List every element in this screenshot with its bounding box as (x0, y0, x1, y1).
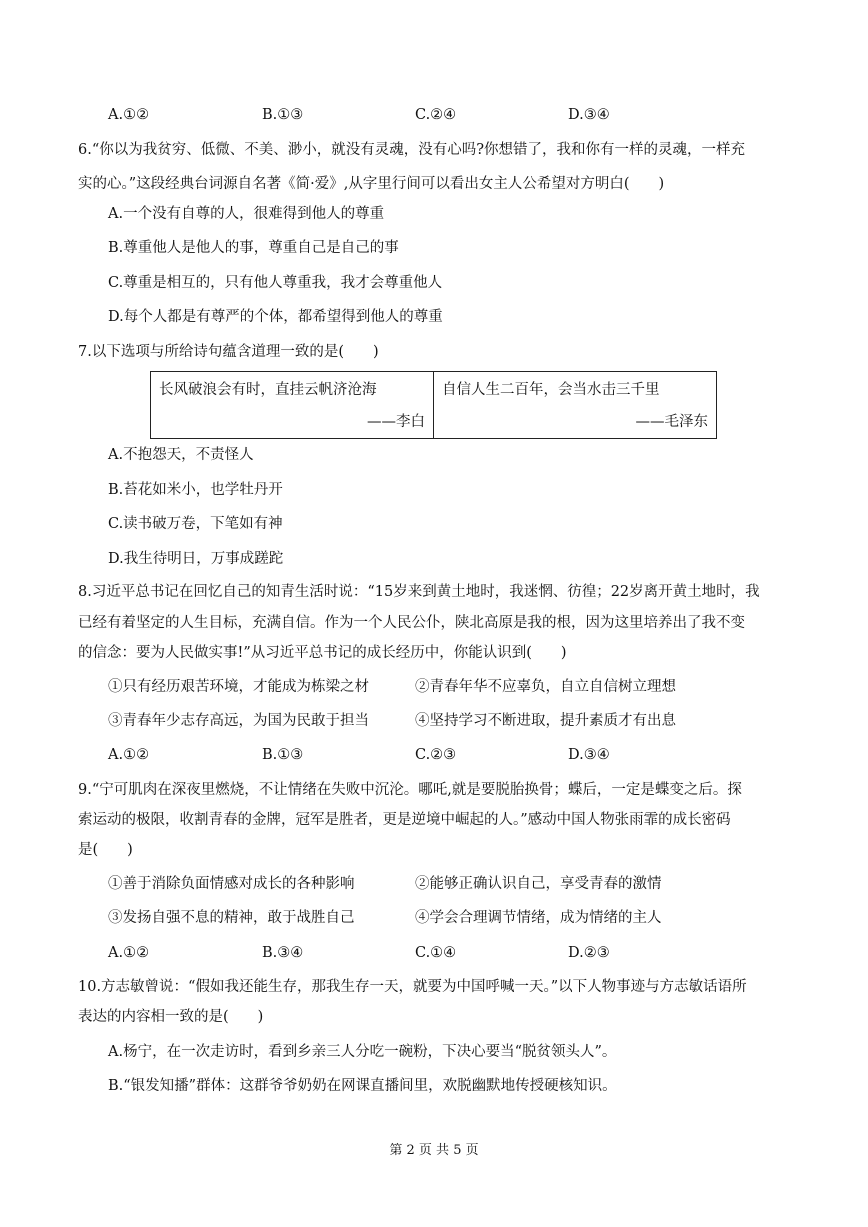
poem-left-text: 长风破浪会有时，直挂云帆济沧海 (159, 382, 377, 398)
q7-option-b: B.苔花如米小，也学牡丹开 (108, 482, 283, 498)
q8-option-b: B.①③ (262, 747, 304, 763)
q9-stem-line1: 9.“宁可肌肉在深夜里燃烧，不让情绪在失败中沉沦。哪吒,就是要脱胎换骨；蝶后，一定是蝶变之后。探 (78, 782, 742, 798)
poem-right-author: ——毛泽东 (635, 414, 708, 430)
q8-option-c: C.②③ (415, 747, 457, 763)
poem-cell-left (151, 372, 434, 439)
q9-statement-4: ④学会合理调节情绪，成为情绪的主人 (415, 910, 662, 926)
q7-option-c: C.读书破万卷，下笔如有神 (108, 516, 283, 532)
q9-statement-1: ①善于消除负面情感对成长的各种影响 (108, 876, 355, 892)
q10-option-a: A.杨宁，在一次走访时，看到乡亲三人分吃一碗粉，下决心要当“脱贫领头人”。 (108, 1044, 617, 1060)
q7-option-d: D.我生待明日，万事成蹉跎 (108, 551, 284, 567)
q10-option-b: B.“银发知播”群体：这群爷爷奶奶在网课直播间里，欢脱幽默地传授硬核知识。 (108, 1078, 617, 1094)
q9-option-c: C.①④ (415, 945, 457, 961)
q9-statement-2: ②能够正确认识自己，享受青春的激情 (415, 876, 662, 892)
poem-right-text: 自信人生二百年，会当水击三千里 (442, 382, 660, 398)
q7-option-a: A.不抱怨天，不责怪人 (108, 447, 254, 463)
q8-statement-3: ③青春年少志存高远，为国为民敢于担当 (108, 713, 369, 729)
poem-cell-right (434, 372, 717, 439)
q9-stem-line3: 是( ) (78, 842, 133, 858)
q5-option-b: B.①③ (262, 107, 304, 123)
q9-option-a: A.①② (108, 945, 150, 961)
q6-option-b: B.尊重他人是他人的事，尊重自己是自己的事 (108, 240, 399, 256)
poem-left-author: ——李白 (367, 414, 425, 430)
q10-stem-line1: 10.方志敏曾说：“假如我还能生存，那我生存一天，就要为中国呼喊一天。”以下人物事迹与方志敏话语所 (78, 979, 747, 995)
q5-option-a: A.①② (108, 107, 150, 123)
q9-option-d: D.②③ (568, 945, 610, 961)
q6-stem-line1: 6.“你以为我贫穷、低微、不美、渺小，就没有灵魂，没有心吗?你想错了，我和你有一样的灵魂，一样充 (78, 142, 746, 158)
q8-statement-2: ②青春年华不应辜负，自立自信树立理想 (415, 679, 676, 695)
q8-stem-line1: 8.习近平总书记在回忆自己的知青生活时说：“15岁来到黄土地时，我迷惘、彷徨；22岁离开黄土地时，我 (78, 584, 760, 600)
q8-statement-1: ①只有经历艰苦环境，才能成为栋梁之材 (108, 679, 369, 695)
q9-stem-line2: 索运动的极限，收割青春的金牌，冠军是胜者，更是逆境中崛起的人。”感动中国人物张雨霏的成长密码 (78, 812, 731, 828)
q6-stem-line2: 实的心。”这段经典台词源自名著《简·爱》,从字里行间可以看出女主人公希望对方明白( ) (78, 176, 665, 192)
q8-option-d: D.③④ (568, 747, 610, 763)
q8-option-a: A.①② (108, 747, 150, 763)
poem-table (150, 371, 717, 439)
q9-option-b: B.③④ (262, 945, 304, 961)
q9-statement-3: ③发扬自强不息的精神，敢于战胜自己 (108, 910, 355, 926)
q5-option-c: C.②④ (415, 107, 457, 123)
q6-option-a: A.一个没有自尊的人，很难得到他人的尊重 (108, 206, 385, 222)
q8-statement-4: ④坚持学习不断进取，提升素质才有出息 (415, 713, 676, 729)
q8-stem-line3: 的信念：要为人民做实事!”从习近平总书记的成长经历中，你能认识到( ) (78, 645, 567, 661)
q7-stem: 7.以下选项与所给诗句蕴含道理一致的是( ) (78, 344, 379, 360)
page-footer: 第 2 页 共 5 页 (389, 1143, 479, 1158)
q10-stem-line2: 表达的内容相一致的是( ) (78, 1009, 264, 1025)
q5-option-d: D.③④ (568, 107, 610, 123)
q6-option-c: C.尊重是相互的，只有他人尊重我，我才会尊重他人 (108, 275, 443, 291)
q6-option-d: D.每个人都是有尊严的个体，都希望得到他人的尊重 (108, 309, 443, 325)
q8-stem-line2: 已经有着坚定的人生目标，充满自信。作为一个人民公仆，陕北高原是我的根，因为这里培养出了我不变 (78, 615, 745, 631)
